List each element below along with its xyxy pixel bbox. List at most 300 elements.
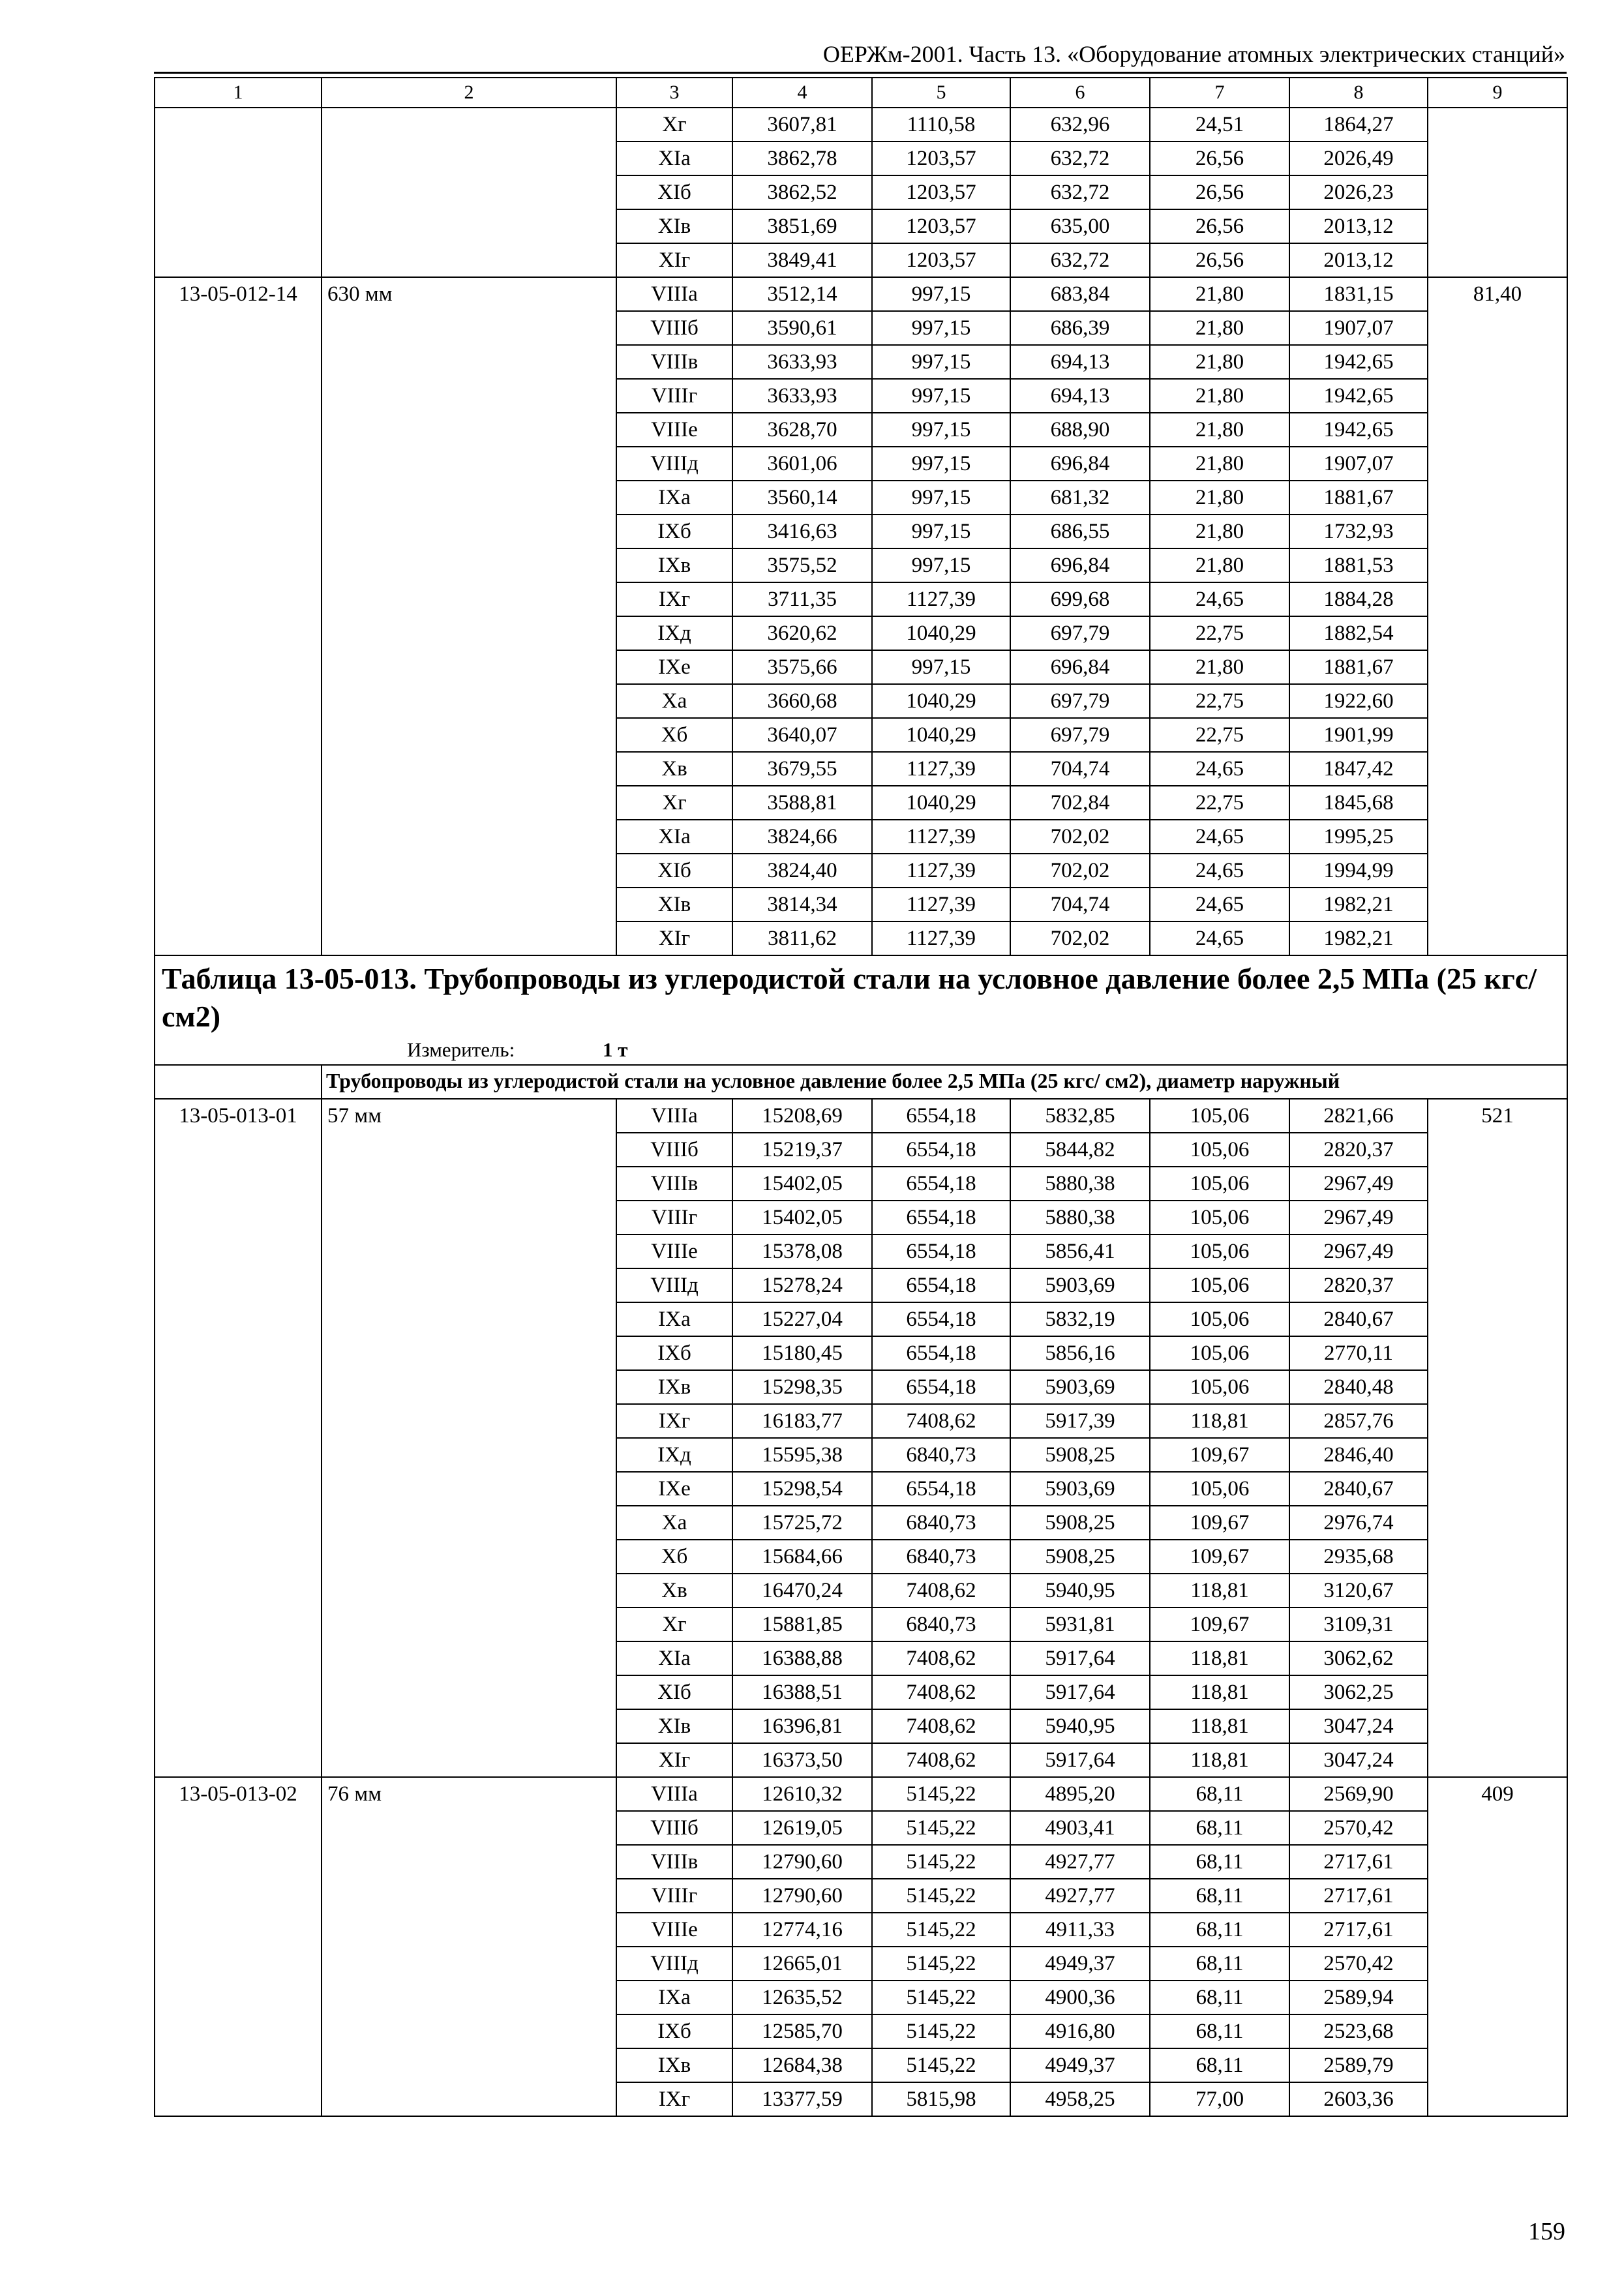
table-row — [155, 481, 1567, 515]
wages-cell: 5145,22 — [872, 1913, 1010, 1947]
table-row — [155, 1370, 1567, 1404]
empty-cell — [322, 888, 616, 921]
total-cost-cell: 3824,40 — [732, 854, 872, 888]
wages-cell: 1203,57 — [872, 142, 1010, 175]
machines-cell: 4949,37 — [1010, 1947, 1150, 1981]
empty-cell — [322, 820, 616, 854]
materials-cell: 2589,79 — [1289, 2048, 1428, 2082]
column-number: 1 — [155, 78, 322, 108]
machinist-wages-cell: 68,11 — [1150, 1947, 1289, 1981]
machinist-wages-cell: 68,11 — [1150, 1845, 1289, 1879]
total-cost-cell: 15219,37 — [732, 1133, 872, 1167]
machines-cell: 5903,69 — [1010, 1370, 1150, 1404]
empty-cell — [1428, 1370, 1567, 1404]
empty-cell — [1428, 2048, 1567, 2082]
table-row — [155, 650, 1567, 684]
wages-cell: 1203,57 — [872, 175, 1010, 209]
meter-row — [155, 1036, 1567, 1065]
total-cost-cell: 3512,14 — [732, 277, 872, 311]
machines-cell: 702,02 — [1010, 854, 1150, 888]
region-cell: VIIIб — [616, 311, 732, 345]
total-cost-cell: 16373,50 — [732, 1743, 872, 1777]
wages-cell: 1127,39 — [872, 752, 1010, 786]
machines-cell: 4927,77 — [1010, 1845, 1150, 1879]
total-cost-cell: 12619,05 — [732, 1811, 872, 1845]
empty-cell — [1428, 175, 1567, 209]
region-cell: VIIIг — [616, 1201, 732, 1234]
empty-cell — [322, 1472, 616, 1506]
materials-cell: 2821,66 — [1289, 1099, 1428, 1133]
empty-cell — [1428, 413, 1567, 447]
machines-cell: 699,68 — [1010, 582, 1150, 616]
machinist-wages-cell: 24,65 — [1150, 854, 1289, 888]
region-cell: ХIв — [616, 888, 732, 921]
pipe-diameter: 630 мм — [322, 277, 616, 311]
subtitle-row — [155, 1065, 1567, 1099]
region-cell: ХIа — [616, 820, 732, 854]
machines-cell: 632,96 — [1010, 108, 1150, 142]
machinist-wages-cell: 24,65 — [1150, 582, 1289, 616]
wages-cell: 1040,29 — [872, 786, 1010, 820]
page-number: 159 — [1528, 2218, 1565, 2245]
empty-cell — [322, 175, 616, 209]
machinist-wages-cell: 109,67 — [1150, 1608, 1289, 1641]
machinist-wages-cell: 21,80 — [1150, 413, 1289, 447]
total-cost-cell: 3811,62 — [732, 921, 872, 955]
region-cell: ХIб — [616, 1675, 732, 1709]
table-row — [155, 921, 1567, 955]
table-row — [155, 1506, 1567, 1540]
header-rule — [154, 72, 1567, 74]
empty-cell — [155, 1879, 322, 1913]
wages-cell: 7408,62 — [872, 1743, 1010, 1777]
wages-cell: 997,15 — [872, 548, 1010, 582]
column-number: 4 — [732, 78, 872, 108]
empty-cell — [155, 209, 322, 243]
running-header: ОЕРЖм-2001. Часть 13. «Оборудование атомных электрических станций» — [822, 41, 1565, 67]
total-cost-cell: 16388,51 — [732, 1675, 872, 1709]
machines-cell: 686,39 — [1010, 311, 1150, 345]
machines-cell: 4900,36 — [1010, 1981, 1150, 2014]
machines-cell: 5832,85 — [1010, 1099, 1150, 1133]
wages-cell: 1040,29 — [872, 684, 1010, 718]
total-cost-cell: 12790,60 — [732, 1845, 872, 1879]
region-cell: IХв — [616, 548, 732, 582]
weight-value: 521 — [1428, 1099, 1567, 1133]
table-row — [155, 1302, 1567, 1336]
total-cost-cell: 3824,66 — [732, 820, 872, 854]
machinist-wages-cell: 26,56 — [1150, 142, 1289, 175]
wages-cell: 5145,22 — [872, 1947, 1010, 1981]
table-row — [155, 142, 1567, 175]
empty-cell — [155, 2048, 322, 2082]
total-cost-cell: 3814,34 — [732, 888, 872, 921]
empty-cell — [322, 1709, 616, 1743]
empty-cell — [1428, 752, 1567, 786]
region-cell: ХIв — [616, 1709, 732, 1743]
materials-cell: 2770,11 — [1289, 1336, 1428, 1370]
empty-cell — [155, 820, 322, 854]
empty-cell — [322, 1743, 616, 1777]
empty-cell — [155, 548, 322, 582]
total-cost-cell: 3575,52 — [732, 548, 872, 582]
empty-cell — [155, 1743, 322, 1777]
wages-cell: 6554,18 — [872, 1268, 1010, 1302]
empty-cell — [155, 1574, 322, 1608]
total-cost-cell: 3849,41 — [732, 243, 872, 277]
machinist-wages-cell: 105,06 — [1150, 1336, 1289, 1370]
empty-cell — [1428, 1404, 1567, 1438]
empty-cell — [1428, 1608, 1567, 1641]
empty-cell — [1428, 311, 1567, 345]
table-row — [155, 616, 1567, 650]
empty-cell — [155, 1472, 322, 1506]
empty-cell — [155, 1608, 322, 1641]
machines-cell: 702,02 — [1010, 820, 1150, 854]
table-row — [155, 1777, 1567, 1811]
machines-cell: 4927,77 — [1010, 1879, 1150, 1913]
total-cost-cell: 3851,69 — [732, 209, 872, 243]
empty-cell — [322, 1438, 616, 1472]
empty-cell — [155, 752, 322, 786]
materials-cell: 1994,99 — [1289, 854, 1428, 888]
empty-cell — [1428, 1845, 1567, 1879]
wages-cell: 997,15 — [872, 311, 1010, 345]
total-cost-cell: 3620,62 — [732, 616, 872, 650]
total-cost-cell: 12684,38 — [732, 2048, 872, 2082]
materials-cell: 3120,67 — [1289, 1574, 1428, 1608]
total-cost-cell: 3560,14 — [732, 481, 872, 515]
empty-cell — [1428, 2082, 1567, 2116]
region-cell: VIIIв — [616, 345, 732, 379]
table-row — [155, 108, 1567, 142]
wages-cell: 5145,22 — [872, 1811, 1010, 1845]
machines-cell: 694,13 — [1010, 379, 1150, 413]
empty-cell — [322, 718, 616, 752]
total-cost-cell: 3588,81 — [732, 786, 872, 820]
empty-cell — [155, 413, 322, 447]
empty-cell — [1428, 1675, 1567, 1709]
region-cell: Хв — [616, 1574, 732, 1608]
empty-cell — [1428, 1574, 1567, 1608]
machines-cell: 686,55 — [1010, 515, 1150, 548]
column-number: 3 — [616, 78, 732, 108]
region-cell: IХв — [616, 1370, 732, 1404]
empty-cell — [322, 1608, 616, 1641]
table-row — [155, 2082, 1567, 2116]
region-cell: VIIIг — [616, 379, 732, 413]
machines-cell: 635,00 — [1010, 209, 1150, 243]
empty-cell — [1428, 1201, 1567, 1234]
table-row — [155, 1133, 1567, 1167]
empty-cell — [155, 2082, 322, 2116]
machines-cell: 694,13 — [1010, 345, 1150, 379]
materials-cell: 1884,28 — [1289, 582, 1428, 616]
empty-cell — [322, 1913, 616, 1947]
empty-cell — [322, 1641, 616, 1675]
wages-cell: 6554,18 — [872, 1099, 1010, 1133]
table-row — [155, 1879, 1567, 1913]
table-row — [155, 1099, 1567, 1133]
empty-cell — [322, 1675, 616, 1709]
empty-cell — [322, 1404, 616, 1438]
materials-cell: 2026,49 — [1289, 142, 1428, 175]
table-row — [155, 888, 1567, 921]
region-cell: Хг — [616, 108, 732, 142]
empty-cell — [155, 1845, 322, 1879]
empty-cell — [322, 854, 616, 888]
empty-cell — [322, 142, 616, 175]
empty-cell — [1428, 1506, 1567, 1540]
empty-cell — [322, 1981, 616, 2014]
machines-cell: 5903,69 — [1010, 1268, 1150, 1302]
region-cell: IХе — [616, 1472, 732, 1506]
machinist-wages-cell: 105,06 — [1150, 1302, 1289, 1336]
table-row — [155, 1574, 1567, 1608]
materials-cell: 1922,60 — [1289, 684, 1428, 718]
machines-cell: 681,32 — [1010, 481, 1150, 515]
region-cell: IХб — [616, 2014, 732, 2048]
wages-cell: 997,15 — [872, 515, 1010, 548]
rate-code: 13-05-012-14 — [155, 277, 322, 311]
empty-cell — [322, 1336, 616, 1370]
machinist-wages-cell: 118,81 — [1150, 1404, 1289, 1438]
machinist-wages-cell: 118,81 — [1150, 1675, 1289, 1709]
empty-cell — [155, 650, 322, 684]
materials-cell: 1864,27 — [1289, 108, 1428, 142]
empty-cell — [322, 243, 616, 277]
wages-cell: 6554,18 — [872, 1201, 1010, 1234]
total-cost-cell: 3711,35 — [732, 582, 872, 616]
empty-cell — [322, 413, 616, 447]
empty-cell — [1428, 888, 1567, 921]
table-row — [155, 1268, 1567, 1302]
table-row — [155, 413, 1567, 447]
region-cell: VIIIд — [616, 1947, 732, 1981]
pipe-diameter: 76 мм — [322, 1777, 616, 1811]
materials-cell: 1881,67 — [1289, 481, 1428, 515]
materials-cell: 2013,12 — [1289, 209, 1428, 243]
empty-cell — [155, 1981, 322, 2014]
empty-cell — [322, 108, 616, 142]
wages-cell: 1127,39 — [872, 921, 1010, 955]
materials-cell: 1831,15 — [1289, 277, 1428, 311]
empty-cell — [322, 1370, 616, 1404]
machines-cell: 702,84 — [1010, 786, 1150, 820]
machines-cell: 4895,20 — [1010, 1777, 1150, 1811]
machines-cell: 5832,19 — [1010, 1302, 1150, 1336]
region-cell: ХIб — [616, 854, 732, 888]
region-cell: ХIг — [616, 1743, 732, 1777]
empty-cell — [155, 854, 322, 888]
wages-cell: 7408,62 — [872, 1675, 1010, 1709]
empty-cell — [155, 447, 322, 481]
region-cell: Хг — [616, 1608, 732, 1641]
wages-cell: 1203,57 — [872, 209, 1010, 243]
empty-cell — [1428, 209, 1567, 243]
materials-cell: 1942,65 — [1289, 345, 1428, 379]
total-cost-cell: 15180,45 — [732, 1336, 872, 1370]
materials-cell: 2589,94 — [1289, 1981, 1428, 2014]
materials-cell: 1901,99 — [1289, 718, 1428, 752]
column-number: 8 — [1289, 78, 1428, 108]
machines-cell: 5917,64 — [1010, 1743, 1150, 1777]
wages-cell: 5145,22 — [872, 2014, 1010, 2048]
machinist-wages-cell: 24,65 — [1150, 888, 1289, 921]
total-cost-cell: 3601,06 — [732, 447, 872, 481]
table-row — [155, 786, 1567, 820]
empty-cell — [1428, 1947, 1567, 1981]
table-row — [155, 515, 1567, 548]
empty-cell — [322, 1947, 616, 1981]
table-row — [155, 1981, 1567, 2014]
wages-cell: 6554,18 — [872, 1234, 1010, 1268]
machinist-wages-cell: 77,00 — [1150, 2082, 1289, 2116]
empty-cell — [322, 2082, 616, 2116]
materials-cell: 2976,74 — [1289, 1506, 1428, 1540]
machinist-wages-cell: 118,81 — [1150, 1574, 1289, 1608]
machines-cell: 4949,37 — [1010, 2048, 1150, 2082]
machinist-wages-cell: 21,80 — [1150, 515, 1289, 548]
wages-cell: 7408,62 — [872, 1709, 1010, 1743]
machinist-wages-cell: 22,75 — [1150, 616, 1289, 650]
materials-cell: 3062,62 — [1289, 1641, 1428, 1675]
total-cost-cell: 15298,35 — [732, 1370, 872, 1404]
empty-cell — [1428, 447, 1567, 481]
materials-cell: 3109,31 — [1289, 1608, 1428, 1641]
table-row — [155, 1641, 1567, 1675]
total-cost-cell: 3575,66 — [732, 650, 872, 684]
wages-cell: 6554,18 — [872, 1302, 1010, 1336]
empty-cell — [322, 345, 616, 379]
wages-cell: 6840,73 — [872, 1608, 1010, 1641]
machines-cell: 632,72 — [1010, 175, 1150, 209]
table-row — [155, 1201, 1567, 1234]
machines-cell: 696,84 — [1010, 650, 1150, 684]
region-cell: VIIIа — [616, 1099, 732, 1133]
machinist-wages-cell: 22,75 — [1150, 684, 1289, 718]
materials-cell: 2967,49 — [1289, 1201, 1428, 1234]
table-row — [155, 1675, 1567, 1709]
machines-cell: 4903,41 — [1010, 1811, 1150, 1845]
empty-cell — [322, 447, 616, 481]
empty-cell — [155, 1234, 322, 1268]
empty-cell — [155, 616, 322, 650]
region-cell: VIIIб — [616, 1811, 732, 1845]
table-subtitle: Трубопроводы из углеродистой стали на условное давление более 2,5 МПа (25 кгс/ см2), диаметр наружный — [322, 1065, 1567, 1099]
empty-cell — [322, 515, 616, 548]
column-number-row — [155, 78, 1567, 108]
wages-cell: 7408,62 — [872, 1404, 1010, 1438]
machinist-wages-cell: 105,06 — [1150, 1234, 1289, 1268]
empty-cell — [155, 786, 322, 820]
empty-cell — [1428, 481, 1567, 515]
table-row — [155, 243, 1567, 277]
total-cost-cell: 15725,72 — [732, 1506, 872, 1540]
total-cost-cell: 13377,59 — [732, 2082, 872, 2116]
wages-cell: 997,15 — [872, 650, 1010, 684]
empty-cell — [1428, 1302, 1567, 1336]
table-row — [155, 1947, 1567, 1981]
empty-cell — [1428, 684, 1567, 718]
machines-cell: 5917,64 — [1010, 1641, 1150, 1675]
empty-cell — [155, 481, 322, 515]
table-row — [155, 1811, 1567, 1845]
total-cost-cell: 15402,05 — [732, 1201, 872, 1234]
machines-cell: 697,79 — [1010, 616, 1150, 650]
total-cost-cell: 3679,55 — [732, 752, 872, 786]
machinist-wages-cell: 22,75 — [1150, 718, 1289, 752]
empty-cell — [322, 582, 616, 616]
table-row — [155, 447, 1567, 481]
table-row — [155, 1234, 1567, 1268]
machinist-wages-cell: 68,11 — [1150, 1879, 1289, 1913]
empty-cell — [155, 1167, 322, 1201]
machinist-wages-cell: 105,06 — [1150, 1268, 1289, 1302]
total-cost-cell: 3660,68 — [732, 684, 872, 718]
empty-cell — [1428, 1879, 1567, 1913]
region-cell: IХб — [616, 1336, 732, 1370]
table-row — [155, 1913, 1567, 1947]
table-row — [155, 277, 1567, 311]
materials-cell: 2523,68 — [1289, 2014, 1428, 2048]
empty-cell — [1428, 1472, 1567, 1506]
wages-cell: 1127,39 — [872, 820, 1010, 854]
empty-cell — [1428, 515, 1567, 548]
machines-cell: 5908,25 — [1010, 1506, 1150, 1540]
materials-cell: 3047,24 — [1289, 1709, 1428, 1743]
total-cost-cell: 12635,52 — [732, 1981, 872, 2014]
empty-cell — [322, 1845, 616, 1879]
materials-cell: 2820,37 — [1289, 1133, 1428, 1167]
empty-cell — [1428, 1641, 1567, 1675]
empty-cell — [155, 718, 322, 752]
total-cost-cell: 3633,93 — [732, 379, 872, 413]
materials-cell: 3047,24 — [1289, 1743, 1428, 1777]
wages-cell: 5145,22 — [872, 2048, 1010, 2082]
wages-cell: 6840,73 — [872, 1540, 1010, 1574]
wages-cell: 1127,39 — [872, 888, 1010, 921]
empty-cell — [322, 311, 616, 345]
total-cost-cell: 3633,93 — [732, 345, 872, 379]
machinist-wages-cell: 109,67 — [1150, 1540, 1289, 1574]
machinist-wages-cell: 68,11 — [1150, 1981, 1289, 2014]
table-row — [155, 345, 1567, 379]
machines-cell: 697,79 — [1010, 718, 1150, 752]
region-cell: VIIIв — [616, 1845, 732, 1879]
region-cell: VIIIг — [616, 1879, 732, 1913]
region-cell: ХIв — [616, 209, 732, 243]
table-row — [155, 582, 1567, 616]
empty-cell — [322, 1540, 616, 1574]
empty-cell — [155, 1065, 322, 1099]
total-cost-cell: 15402,05 — [732, 1167, 872, 1201]
machinist-wages-cell: 26,56 — [1150, 209, 1289, 243]
machines-cell: 5940,95 — [1010, 1574, 1150, 1608]
machines-cell: 5856,16 — [1010, 1336, 1150, 1370]
region-cell: ХIг — [616, 921, 732, 955]
table-row — [155, 752, 1567, 786]
table-row — [155, 209, 1567, 243]
machines-cell: 702,02 — [1010, 921, 1150, 955]
machines-cell: 704,74 — [1010, 752, 1150, 786]
empty-cell — [1428, 1336, 1567, 1370]
region-cell: Ха — [616, 684, 732, 718]
table-row — [155, 1743, 1567, 1777]
machinist-wages-cell: 21,80 — [1150, 650, 1289, 684]
machines-cell: 4916,80 — [1010, 2014, 1150, 2048]
materials-cell: 1845,68 — [1289, 786, 1428, 820]
